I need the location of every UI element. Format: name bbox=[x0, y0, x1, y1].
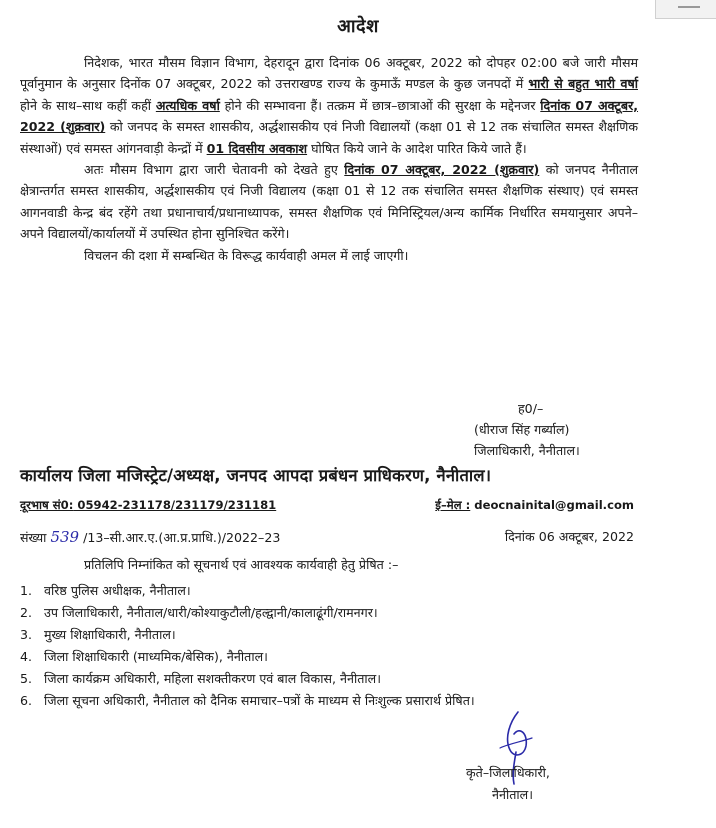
signed-mark: ह0/– bbox=[518, 401, 544, 416]
list-item: 3. मुख्य शिक्षाधिकारी, नैनीताल। bbox=[20, 627, 176, 642]
paragraph-2: अतः मौसम विभाग द्वारा जारी चेतावनी को देखते हुए दिनांक 07 अक्टूबर, 2022 (शुक्रवार) को जनपद नैनीताल क्षेत्रान्तर्गत समस्त शासकीय, अर्द्धशासकीय एवं निजी विद्यालय (कक्षा 01 से 12 तक संचालित समस्त शैक्षणिक संस्थाए) एवं समस्त आगनवाडी केन्द्र बंद रहेंगे तथा प्रधानाचार्य/प्रधानाध्यापक, समस्त शैक्षणिक एवं मिनिस्ट्रियल/अन्य कार्मिक निर्धारित समयानुसार अपने–अपने विद्यालयों/कार्यालयों में उपस्थित होना सुनिश्चित करेंगे। bbox=[20, 162, 639, 242]
highlight-extreme-rain: अत्यधिक वर्षा bbox=[155, 97, 220, 113]
paragraph-1: निदेशक, भारत मौसम विज्ञान विभाग, देहरादून द्वारा दिनांक 06 अक्टूबर, 2022 को दोपहर 02:00 बजे जारी मौसम पूर्वानुमान के अनुसार दिनोंक 07 अक्टूबर, 2022 को उत्तराखण्ड राज्य के कुमाऊँ मण्डल के कुछ जनपदों में भारी से बहुत भारी वर्षा होने के साथ–साथ कहीं कहीं अत्यधिक वर्षा होने की सम्भावना हैं। तत्क्रम में छात्र–छात्राओं की सुरक्षा के मद्देनजर दिनांक 07 अक्टूबर, 2022 (शुक्रवार) को जनपद के समस्त शासकीय, अर्द्धशासकीय एवं निजी विद्यालयों (कक्षा 01 से 12 तक संचालित समस्त शैक्षणिक संस्थाओं) एवं समस्त आंगनवाड़ी केन्द्रों में 01 दिवसीय अवकाश घोषित किये जाने के आदेश पारित किये जाते हैं। bbox=[20, 55, 639, 156]
list-item: 1. वरिष्ठ पुलिस अधीक्षक, नैनीताल। bbox=[20, 583, 191, 598]
menu-icon bbox=[678, 6, 700, 8]
reference-date: दिनांक 06 अक्टूबर, 2022 bbox=[504, 529, 634, 544]
highlight-holiday: 01 दिवसीय अवकाश bbox=[206, 140, 308, 156]
forwarding-line-2: नैनीताल। bbox=[492, 787, 533, 802]
reference-line: संख्या 539 /13–सी.आर.ए.(आ.प्र.प्राधि.)/2022–23 दिनांक 06 अक्टूबर, 2022 bbox=[20, 528, 634, 546]
order-title: आदेश bbox=[337, 16, 379, 37]
highlight-heavy-rain: भारी से बहुत भारी वर्षा bbox=[528, 76, 638, 92]
forwarding-line-1: कृते–जिलाधिकारी, bbox=[466, 765, 550, 780]
highlight-date: दिनांक 07 अक्टूबर, 2022 (शुक्रवार) bbox=[344, 162, 540, 178]
forwarding-signatory bbox=[466, 762, 550, 806]
list-item: 6. जिला सूचना अधिकारी, नैनीताल को दैनिक समाचार–पत्रों के माध्यम से निःशुल्क प्रसारार्थ प्रेषित। bbox=[20, 693, 475, 708]
office-heading: कार्यालय जिला मजिस्ट्रेट/अध्यक्ष, जनपद आपदा प्रबंधन प्राधिकरण, नैनीताल। bbox=[20, 466, 492, 485]
order-body bbox=[20, 52, 638, 266]
signatory-block bbox=[474, 398, 580, 461]
recipient-list bbox=[20, 580, 638, 712]
highlight-date: दिनांक 07 अक्टूबर, 2022 (शुक्रवार) bbox=[20, 97, 639, 135]
list-item: 5. जिला कार्यक्रम अधिकारी, महिला सशक्तीकरण एवं बाल विकास, नैनीताल। bbox=[20, 671, 381, 686]
list-item: 2. उप जिलाधिकारी, नैनीताल/धारी/कोश्याकुटौली/हल्द्वानी/कालाढूंगी/रामनगर। bbox=[20, 605, 378, 620]
copy-to-heading: प्रतिलिपि निम्नांकित को सूचनार्थ एवं आवश्यक कार्यवाही हेतु प्रेषित :– bbox=[84, 557, 399, 572]
handwritten-number: 539 bbox=[50, 528, 80, 546]
paragraph-3: विचलन की दशा में सम्बन्धित के विरूद्ध कार्यवाही अमल में लाई जाएगी। bbox=[84, 247, 409, 263]
signatory-designation: जिलाधिकारी, नैनीताल। bbox=[474, 443, 580, 458]
phone-contact: दूरभाष सं0: 05942-231178/231179/231181 bbox=[20, 498, 277, 512]
email-contact: ई–मेल : deocnainital@gmail.com bbox=[435, 498, 634, 512]
signatory-name: (धीराज सिंह गर्ब्याल) bbox=[474, 422, 570, 437]
list-item: 4. जिला शिक्षाधिकारी (माध्यमिक/बेसिक), नैनीताल। bbox=[20, 649, 268, 664]
